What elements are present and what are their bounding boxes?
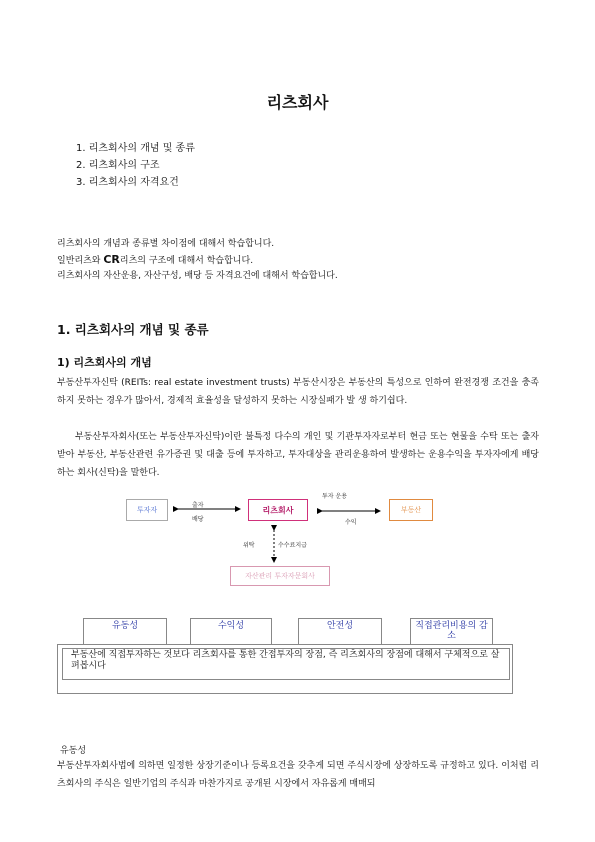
- paragraph: 부동산투자신탁 (REITs: real estate investment trusts) 부동산시장은 부동산의 특성으로 인하여 완전경쟁 조건을 충족하지 못하는 경우가 많아서, 경제적 효율성을 달성하지 못하는 시장실패가 발 생 하기쉽다.: [57, 378, 539, 406]
- objective-line: 리츠회사의 개념과 종류별 차이점에 대해서 학습합니다.: [57, 239, 275, 249]
- features-note: 부동산에 직접투자하는 것보다 리츠회사를 통한 간접투자의 장점, 즉 리츠회사의 장점에 대해서 구체적으로 살펴봅시다: [62, 648, 510, 680]
- feature-tab-cost-reduction: 직접관리비용의 감소: [410, 618, 493, 644]
- toc-item: 3. 리츠회사의 자격요건: [76, 177, 179, 188]
- real-estate-box: 부동산: [389, 499, 433, 521]
- toc-item: 1. 리츠회사의 개념 및 종류: [76, 143, 195, 154]
- objective-text: 리츠의 구조에 대해서 학습합니다.: [119, 256, 254, 266]
- objective-text: 일반리츠와: [57, 256, 104, 266]
- objective-line: 리츠회사의 자산운용, 자산구성, 배당 등 자격요건에 대해서 학습합니다.: [57, 271, 338, 281]
- arrow-label: 배당: [192, 516, 204, 523]
- objective-cr: CR: [103, 253, 120, 266]
- liquidity-label: 유동성: [60, 746, 87, 756]
- feature-tab-profitability: 수익성: [190, 618, 272, 644]
- arrow-label: 수익: [345, 519, 357, 526]
- arrow-label: 출자: [192, 502, 204, 509]
- investor-box: 투자자: [126, 499, 168, 521]
- paragraph: 부동산투자회사(또는 부동산투자신탁)이란 불특정 다수의 개인 및 기관투자자로부터 현금 또는 현물을 수탁 또는 출자 받아 부동산, 부동산관련 유가증권 및 대출 등에 투자하고, 투자대상을 관리운용하여 발생하는 운용수익을 투자자에게 배당하는 회사(신탁)을 말한다.: [57, 432, 539, 478]
- section-heading: 1. 리츠회사의 개념 및 종류: [57, 322, 209, 337]
- subsection-heading: 1) 리츠회사의 개념: [57, 356, 152, 369]
- reits-company-box: 리츠회사: [248, 499, 308, 521]
- toc-item: 2. 리츠회사의 구조: [76, 160, 160, 171]
- asset-manager-box: 자산관리 투자자문회사: [230, 566, 330, 586]
- paragraph: 부동산투자회사법에 의하면 일정한 상장기준이나 등록요건을 갖추게 되면 주식시장에 상장하도록 규정하고 있다. 이처럼 리츠회사의 주식은 일반기업의 주식과 마찬가지로 공개된 시장에서 자유롭게 매매되: [57, 761, 539, 789]
- arrow-label: 투자 운용: [322, 493, 348, 500]
- page-title: 리츠회사: [266, 93, 329, 112]
- arrow-label: 수수료지급: [278, 542, 307, 549]
- feature-tab-liquidity: 유동성: [83, 618, 167, 644]
- feature-tab-safety: 안전성: [298, 618, 382, 644]
- arrow-label: 위탁: [243, 542, 255, 549]
